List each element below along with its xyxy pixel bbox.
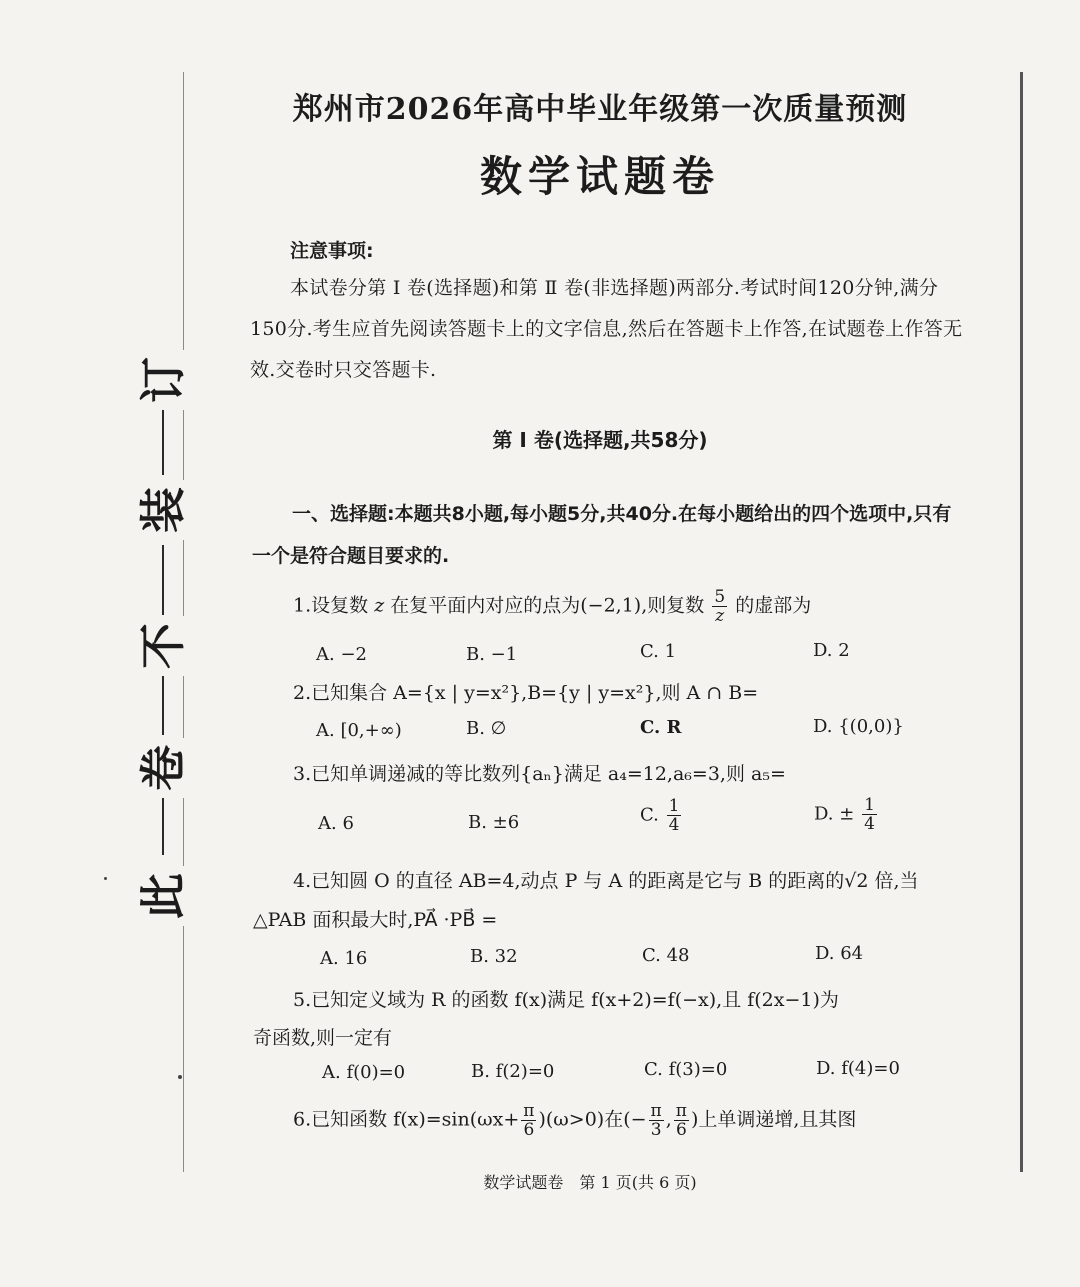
q4-option-d: D. 64 (815, 943, 864, 964)
question-4-stem: 4.已知圆 O 的直径 AB=4,动点 P 与 A 的距离是它与 B 的距离的√2 倍,当 (293, 870, 919, 892)
binding-char-bu: 不 (135, 616, 191, 676)
binding-char-juan: 卷 (135, 738, 191, 798)
q4-option-a: A. 16 (320, 948, 368, 969)
page-footer: 数学试题卷 第 1 页(共 6 页) (483, 1173, 697, 1192)
q6-text: )(ω>0)在(− (538, 1108, 647, 1131)
q3-c-fraction (667, 797, 682, 834)
binding-dash (162, 795, 164, 855)
section-title: 第 Ⅰ 卷(选择题,共58分) (492, 428, 708, 452)
frac-numerator: 5 (714, 587, 726, 607)
exam-title: 郑州市2026年高中毕业年级第一次质量预测 (292, 92, 908, 127)
frac-denominator: 4 (864, 814, 875, 834)
q6-fraction (521, 1102, 536, 1139)
q3-option-b: B. ±6 (468, 812, 520, 833)
q1-option-b: B. −1 (466, 644, 518, 665)
q5-option-b: B. f(2)=0 (471, 1061, 555, 1082)
q2-option-b: B. ∅ (466, 718, 507, 739)
margin-dot (178, 1075, 182, 1079)
option-prefix: C. (640, 804, 659, 826)
frac-numerator: 1 (864, 795, 875, 815)
frac-denominator: 4 (668, 815, 680, 835)
q5-option-c: C. f(3)=0 (644, 1059, 728, 1080)
question-1-stem (293, 588, 811, 625)
q4-option-c: C. 48 (642, 945, 690, 966)
q3-option-c (640, 797, 683, 834)
binding-char-ding: 订 (135, 350, 191, 410)
exam-subtitle: 数学试题卷 (479, 152, 720, 201)
frac-numerator: π (675, 1101, 687, 1121)
q1-text: 1.设复数 (293, 594, 369, 617)
binding-dash (162, 405, 164, 475)
q6-fraction (649, 1102, 664, 1139)
frac-denominator: z (715, 606, 725, 626)
q1-text: 在复平面内对应的点为(−2,1),则复数 (390, 594, 705, 617)
q1-text: 的虚部为 (735, 594, 812, 617)
frac-denominator: 6 (523, 1120, 535, 1140)
binding-dash (162, 545, 164, 615)
q3-d-fraction (862, 796, 877, 833)
option-prefix: D. ± (814, 803, 855, 825)
q1-option-d: D. 2 (813, 640, 850, 661)
q4-option-b: B. 32 (470, 946, 518, 967)
q2-option-c: C. R (640, 717, 682, 738)
q2-option-d: D. {(0,0)} (813, 716, 904, 737)
q3-option-d (814, 796, 879, 833)
q6-text: 6.已知函数 f(x)=sin(ωx+ (293, 1108, 520, 1131)
notice-paragraph: 本试卷分第 Ⅰ 卷(选择题)和第 Ⅱ 卷(非选择题)两部分.考试时间120分钟,满分150分.考生应首先阅读答题卡上的文字信息,然后在答题卡上作答,在试题卷上作答无效.交卷时只交答题卡. (250, 277, 963, 381)
frac-numerator: 1 (668, 796, 680, 816)
q2-option-a: A. [0,+∞) (316, 720, 402, 741)
section-instruction: 一、选择题:本题共8小题,每小题5分,共40分.在每小题给出的四个选项中,只有一个是符合题目要求的. (252, 503, 952, 567)
frac-denominator: 6 (675, 1120, 687, 1140)
q5-option-a: A. f(0)=0 (322, 1062, 406, 1083)
page-edge-line-right (1020, 72, 1023, 1172)
q3-option-a: A. 6 (318, 813, 354, 834)
binding-char-zhuang: 装 (135, 480, 191, 540)
binding-dash (162, 675, 164, 735)
q1-option-c: C. 1 (640, 641, 677, 662)
question-2-stem: 2.已知集合 A={x | y=x²},B={y | y=x²},则 A ∩ B= (293, 682, 759, 704)
frac-denominator: 3 (650, 1120, 662, 1140)
q6-text: )上单调递增,且其图 (690, 1108, 857, 1131)
question-4-stem-cont: △PAB 面积最大时,PA⃗ ·PB⃗ = (253, 909, 498, 931)
frac-numerator: π (523, 1101, 535, 1121)
q1-fraction (712, 588, 727, 625)
margin-dot (104, 877, 107, 880)
q5-option-d: D. f(4)=0 (816, 1058, 900, 1079)
q6-text: , (665, 1108, 672, 1131)
question-5-stem-cont: 奇函数,则一定有 (253, 1027, 393, 1049)
frac-numerator: π (650, 1101, 662, 1121)
question-6-stem (293, 1102, 856, 1139)
question-5-stem: 5.已知定义域为 R 的函数 f(x)满足 f(x+2)=f(−x),且 f(2x−1)为 (293, 989, 839, 1011)
q1-option-a: A. −2 (316, 644, 367, 665)
question-3-stem: 3.已知单调递减的等比数列{aₙ}满足 a₄=12,a₆=3,则 a₅= (293, 763, 786, 785)
binding-char-ci: 此 (135, 866, 191, 926)
notice-heading: 注意事项: (290, 240, 374, 262)
q1-var: z (374, 594, 385, 617)
q6-fraction (674, 1102, 689, 1139)
